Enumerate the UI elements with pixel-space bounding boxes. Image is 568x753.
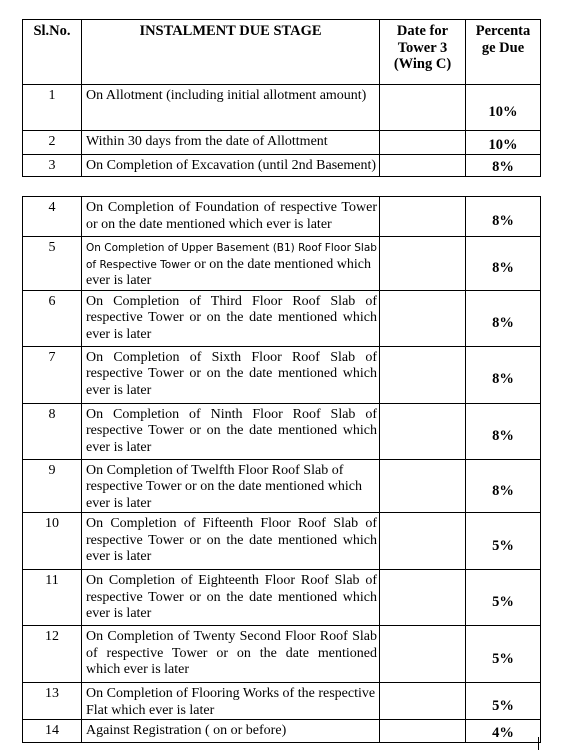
table-row xyxy=(23,683,541,720)
row-stage: On Completion of Twenty Second Floor Roof Slab of respective Tower or on the date mentioned which ever is later xyxy=(82,626,380,683)
row-percentage: 5% xyxy=(466,683,541,720)
row-date xyxy=(380,290,466,346)
row-sl: 8 xyxy=(23,403,82,459)
row-stage: On Allotment (including initial allotment amount) xyxy=(82,85,380,131)
header-date: Date for Tower 3 (Wing C) xyxy=(380,20,466,85)
row-date xyxy=(380,237,466,291)
row-percentage: 8% xyxy=(466,290,541,346)
table-row xyxy=(23,237,541,291)
row-percentage: 8% xyxy=(466,197,541,237)
row-percentage: 5% xyxy=(466,513,541,570)
row-percentage: 8% xyxy=(466,459,541,513)
row-stage-rest: or on the date mentioned which ever is later xyxy=(86,256,371,288)
row-percentage: 5% xyxy=(466,570,541,626)
table-row xyxy=(23,85,541,131)
row-sl: 7 xyxy=(23,346,82,403)
row-percentage: 8% xyxy=(466,237,541,291)
row-sl: 1 xyxy=(23,85,82,131)
row-date xyxy=(380,683,466,720)
row-sl: 5 xyxy=(23,237,82,291)
row-sl: 3 xyxy=(23,155,82,177)
table-row xyxy=(23,570,541,626)
table-row xyxy=(23,155,541,177)
row-date xyxy=(380,346,466,403)
row-stage: On Completion of Fifteenth Floor Roof Slab of respective Tower or on the date mentioned which ever is later xyxy=(82,513,380,570)
row-sl: 2 xyxy=(23,131,82,155)
header-stage: INSTALMENT DUE STAGE xyxy=(82,20,380,85)
row-percentage: 4% xyxy=(466,720,541,743)
row-stage xyxy=(82,237,380,291)
table-row xyxy=(23,513,541,570)
row-date xyxy=(380,513,466,570)
row-stage: Within 30 days from the date of Allottment xyxy=(82,131,380,155)
row-stage-small: On Completion of Upper Basement (B1) Roof Floor Slab of Respective Tower xyxy=(86,242,377,271)
row-stage: On Completion of Twelfth Floor Roof Slab of respective Tower or on the date mentioned which ever is later xyxy=(82,459,380,513)
row-sl: 11 xyxy=(23,570,82,626)
row-stage: On Completion of Foundation of respective Tower or on the date mentioned which ever is later xyxy=(82,197,380,237)
table-row xyxy=(23,290,541,346)
row-percentage: 8% xyxy=(466,155,541,177)
row-date xyxy=(380,197,466,237)
row-stage: On Completion of Third Floor Roof Slab of respective Tower or on the date mentioned which ever is later xyxy=(82,290,380,346)
row-date xyxy=(380,131,466,155)
row-sl: 12 xyxy=(23,626,82,683)
table-row xyxy=(23,403,541,459)
row-date xyxy=(380,155,466,177)
table-row xyxy=(23,131,541,155)
row-percentage: 10% xyxy=(466,85,541,131)
header-sl-no: Sl.No. xyxy=(23,20,82,85)
header-row xyxy=(23,20,541,85)
row-stage: On Completion of Ninth Floor Roof Slab of respective Tower or on the date mentioned which ever is later xyxy=(82,403,380,459)
row-percentage: 5% xyxy=(466,626,541,683)
table-row xyxy=(23,346,541,403)
row-sl: 4 xyxy=(23,197,82,237)
row-percentage: 10% xyxy=(466,131,541,155)
header-percentage-line1: Percenta xyxy=(475,23,531,39)
table-row xyxy=(23,459,541,513)
row-date xyxy=(380,459,466,513)
row-sl: 13 xyxy=(23,683,82,720)
header-percentage xyxy=(466,20,541,85)
row-date xyxy=(380,570,466,626)
row-percentage: 8% xyxy=(466,346,541,403)
table-row xyxy=(23,720,541,743)
row-stage: On Completion of Flooring Works of the respective Flat which ever is later xyxy=(82,683,380,720)
row-sl: 10 xyxy=(23,513,82,570)
instalment-table-top xyxy=(22,19,541,177)
row-date xyxy=(380,626,466,683)
instalment-table-bottom xyxy=(22,196,541,743)
row-stage: On Completion of Excavation (until 2nd Basement) xyxy=(82,155,380,177)
header-percentage-line2: ge Due xyxy=(481,39,525,56)
row-date xyxy=(380,85,466,131)
row-sl: 6 xyxy=(23,290,82,346)
row-stage: On Completion of Eighteenth Floor Roof Slab of respective Tower or on the date mentioned which ever is later xyxy=(82,570,380,626)
row-sl: 14 xyxy=(23,720,82,743)
row-date xyxy=(380,720,466,743)
row-stage: Against Registration ( on or before) xyxy=(82,720,380,743)
row-percentage: 8% xyxy=(466,403,541,459)
row-date xyxy=(380,403,466,459)
row-sl: 9 xyxy=(23,459,82,513)
table-row xyxy=(23,626,541,683)
table-row xyxy=(23,197,541,237)
row-stage: On Completion of Sixth Floor Roof Slab of respective Tower or on the date mentioned which ever is later xyxy=(82,346,380,403)
text-cursor xyxy=(538,737,539,750)
